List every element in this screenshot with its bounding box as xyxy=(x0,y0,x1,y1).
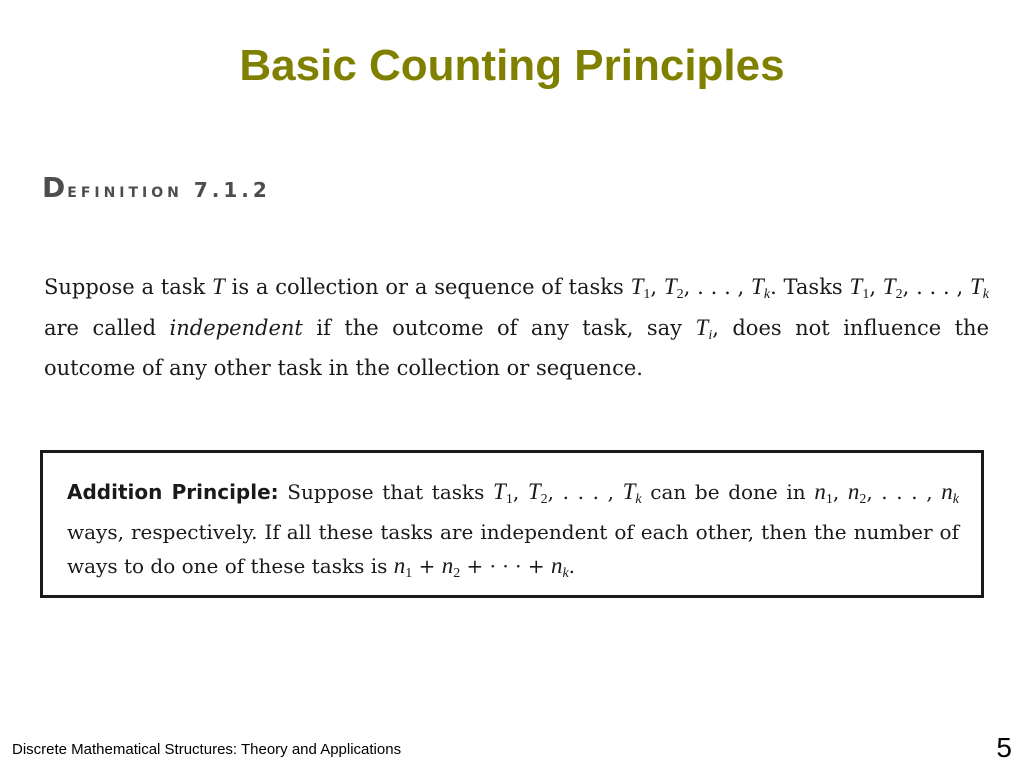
principle-text: , xyxy=(832,480,848,504)
math-symbol: T xyxy=(212,274,225,299)
math-symbol: $T_1$ xyxy=(630,274,651,302)
page-number: 5 xyxy=(996,732,1012,763)
definition-text: . Tasks xyxy=(770,275,850,299)
slide-title: Basic Counting Principles xyxy=(239,41,785,90)
definition-heading-rest: efinition 7.1.2 xyxy=(67,178,271,202)
definition-heading-initial: D xyxy=(42,171,68,204)
principle-text: can be done in xyxy=(641,480,815,504)
definition-heading xyxy=(42,172,271,206)
definition-text: , . . . , xyxy=(683,275,752,299)
footer-course-title: Discrete Mathematical Structures: Theory and Applications xyxy=(12,741,402,758)
definition-text: , xyxy=(869,275,883,299)
math-symbol: $T_1$ xyxy=(849,274,870,302)
principle-text: + · · · + xyxy=(460,554,551,578)
addition-principle-text xyxy=(67,475,959,590)
math-symbol: $T_k$ xyxy=(751,274,771,302)
math-symbol: $T_i$ xyxy=(695,315,713,343)
principle-text: Suppose that tasks xyxy=(278,480,494,504)
math-symbol: $n_2$ xyxy=(847,479,867,507)
definition-body xyxy=(44,270,989,385)
definition-text: Suppose a task xyxy=(44,275,213,299)
math-symbol: $n_1$ xyxy=(393,553,413,581)
definition-text: , . . . , xyxy=(902,275,970,299)
principle-text: ways, respectively. If all these tasks are independent of each other, then the number of ways to do one of these tasks is xyxy=(67,520,959,578)
principle-text: , . . . , xyxy=(547,480,623,504)
principle-text: , . . . , xyxy=(866,480,942,504)
defined-term: independent xyxy=(169,316,303,340)
definition-text: , does not influence the outcome of any other task in the collection or sequence. xyxy=(44,316,989,380)
math-symbol: $T_k$ xyxy=(969,274,989,302)
addition-principle-box xyxy=(40,450,984,598)
math-symbol: $n_2$ xyxy=(441,553,461,581)
principle-text: . xyxy=(568,554,576,578)
math-symbol: $T_k$ xyxy=(622,479,642,507)
math-symbol: $T_1$ xyxy=(493,479,513,507)
math-symbol: $n_k$ xyxy=(941,479,960,507)
math-symbol: $T_2$ xyxy=(663,274,684,302)
math-symbol: $T_2$ xyxy=(527,479,548,507)
math-symbol: $T_2$ xyxy=(882,274,903,302)
principle-text: + xyxy=(412,554,442,578)
principle-text: , xyxy=(512,480,528,504)
math-symbol: $n_k$ xyxy=(550,553,569,581)
definition-text: if the outcome of any task, say xyxy=(302,316,696,340)
math-symbol: $n_1$ xyxy=(814,479,833,507)
definition-text: are called xyxy=(44,316,170,340)
definition-text: is a collection or a sequence of tasks xyxy=(224,275,631,299)
definition-text: , xyxy=(650,275,664,299)
addition-principle-label: Addition Principle: xyxy=(67,480,279,504)
